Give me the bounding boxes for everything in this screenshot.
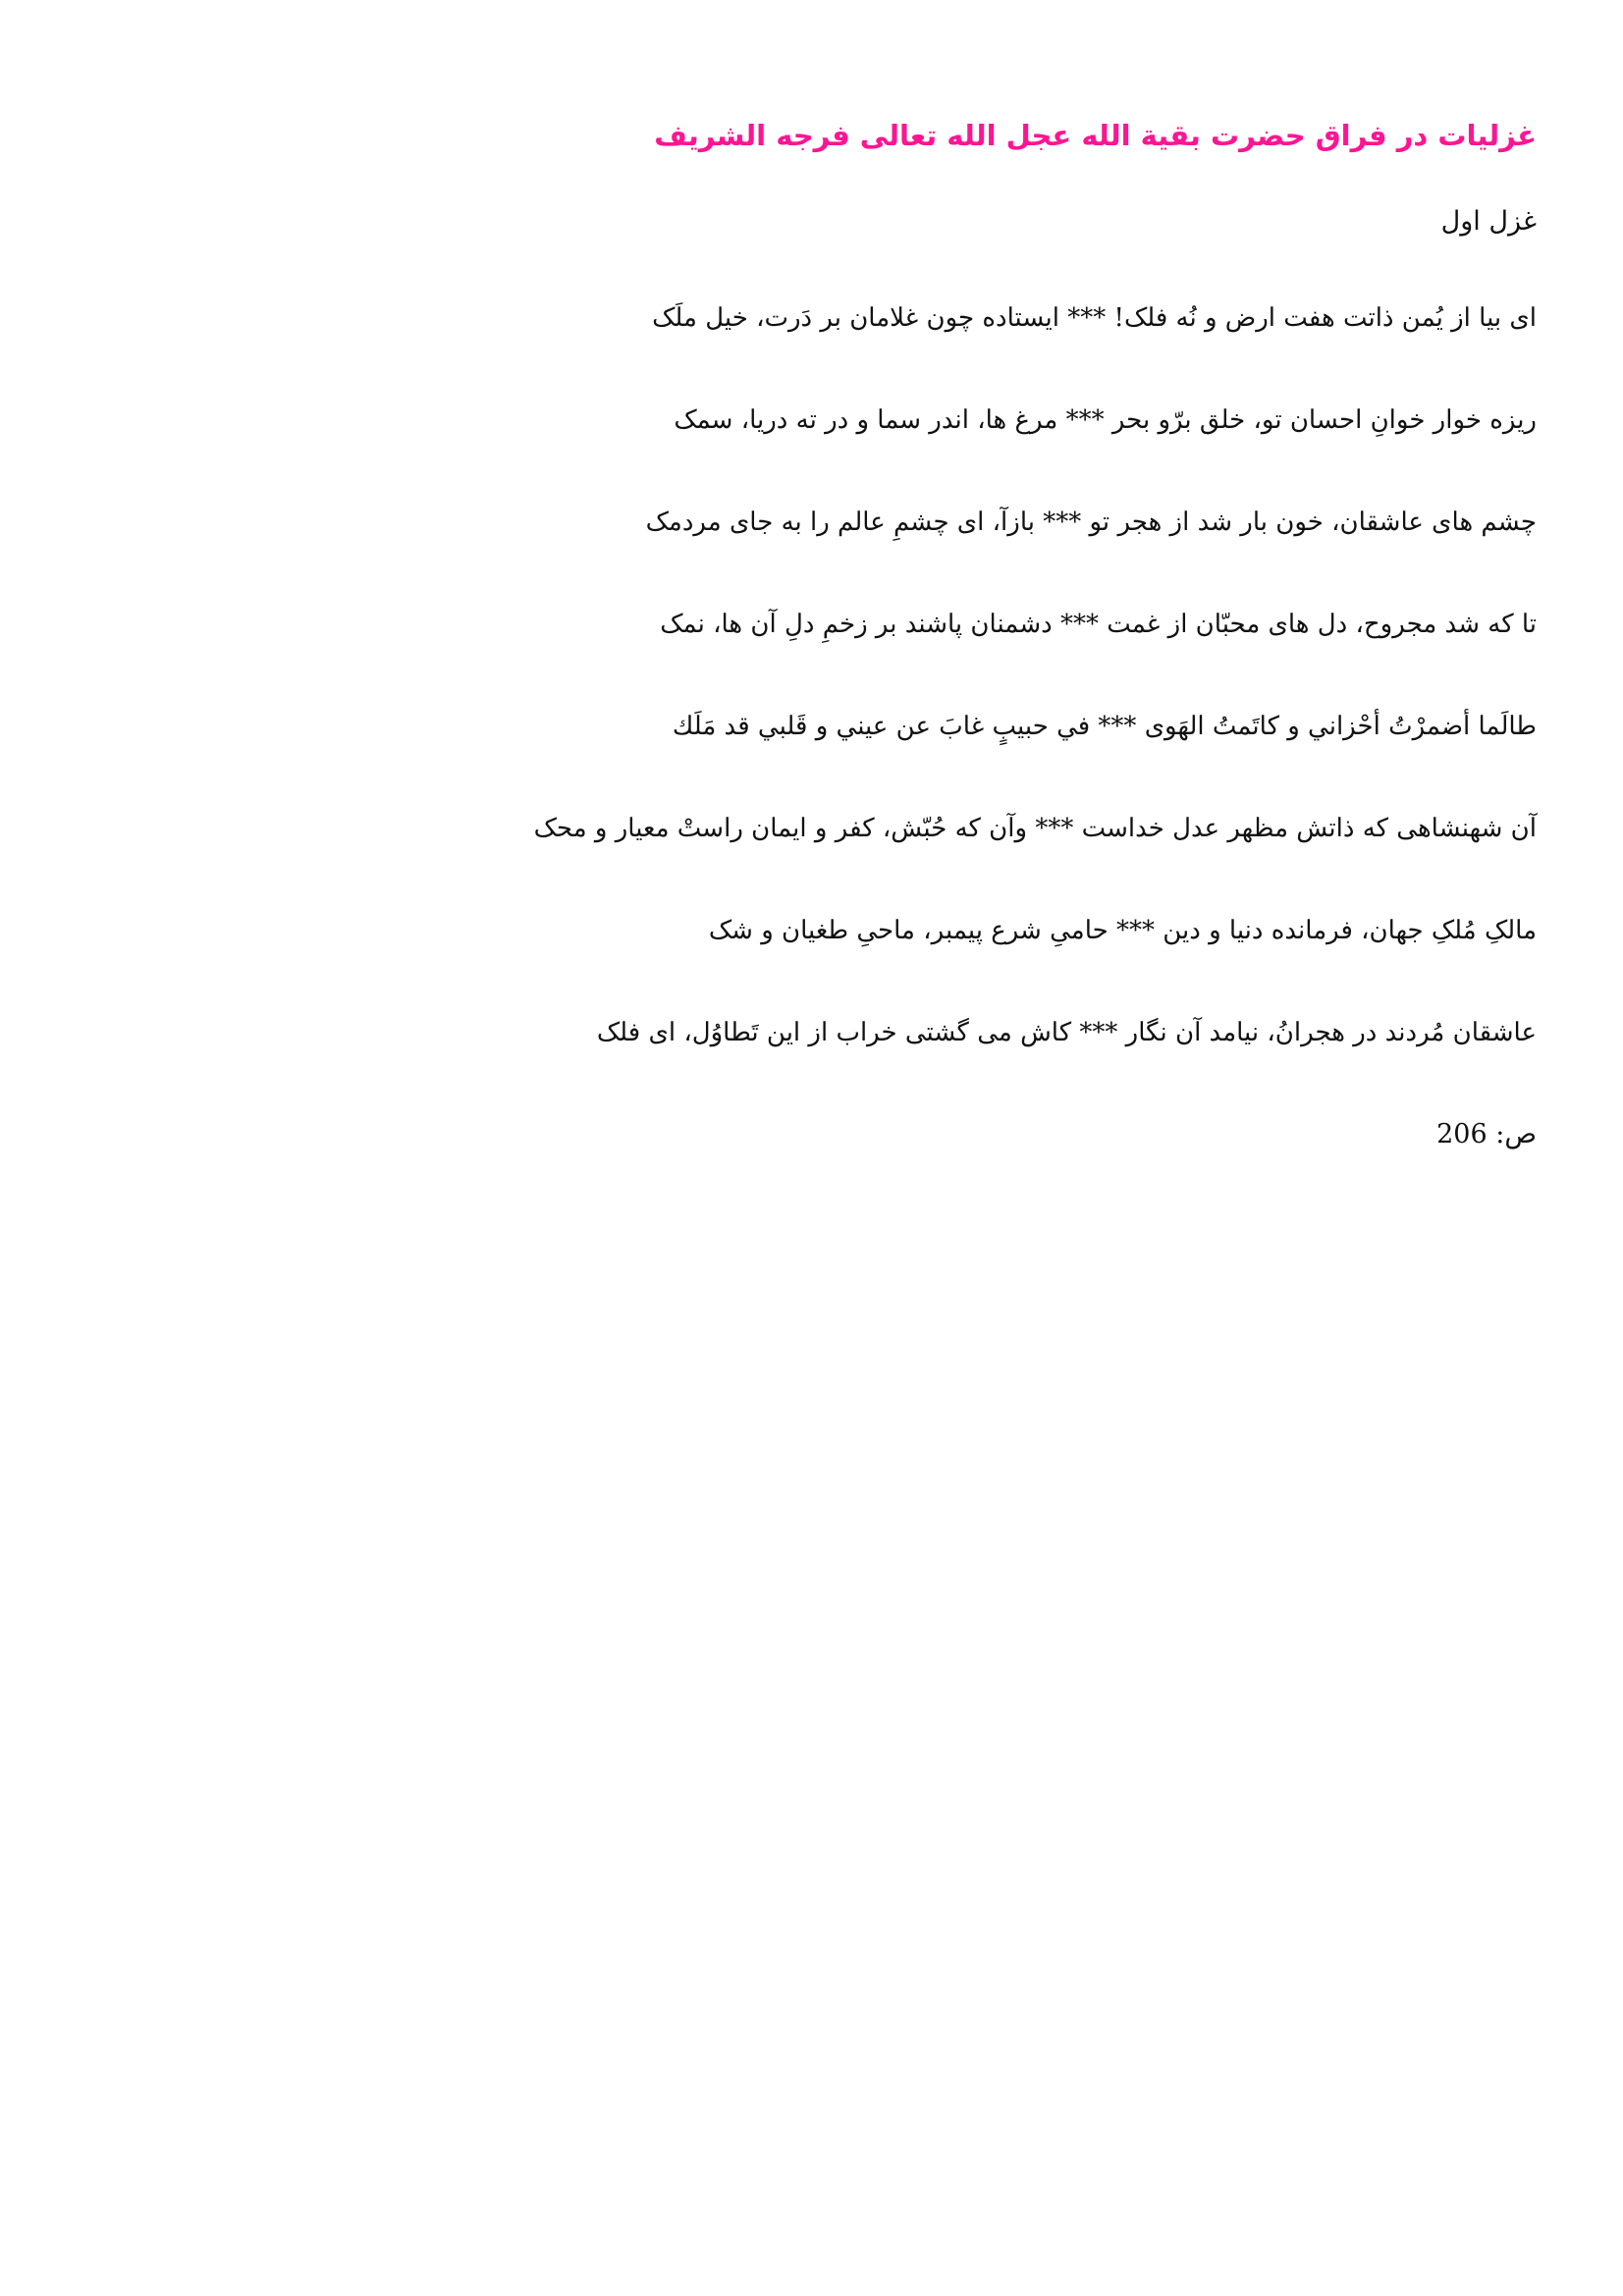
document-content bbox=[496, 116, 1537, 1152]
verse-line: طالَما أضمرْتُ أحْزاني و كاتَمتُ الهَوى *** في حبيبٍ غابَ عن عيني و قَلبي قد مَلَك bbox=[672, 712, 1537, 741]
poem-subtitle: غزل اول bbox=[1440, 206, 1537, 237]
verse-line: ریزه خوار خوانِ احسان تو، خلق برّو بحر *** مرغ ها، اندر سما و در ته دریا، سمک bbox=[674, 405, 1537, 435]
page-number: ص: 206 bbox=[1436, 1119, 1537, 1149]
verse-line: مالکِ مُلکِ جهان، فرمانده دنیا و دین *** حامیِ شرع پیمبر، ماحیِ طغیان و شک bbox=[708, 916, 1537, 945]
verse-line: چشم های عاشقان، خون بار شد از هجر تو *** بازآ، ای چشمِ عالم را به جای مردمک bbox=[645, 507, 1537, 537]
verse-line: آن شهنشاهی که ذاتش مظهر عدل خداست *** وآن که حُبّش، کفر و ایمان راستْ معیار و محک bbox=[533, 814, 1537, 843]
page-title: غزلیات در فراق حضرت بقیة الله عجل الله تعالی فرجه الشریف bbox=[654, 119, 1537, 152]
verse-line: عاشقان مُردند در هجرانُ، نیامد آن نگار *** کاش می گشتی خراب از این تَطاوُل، ای فلک bbox=[596, 1018, 1537, 1047]
verse-line: تا که شد مجروح، دل های محبّان از غمت *** دشمنان پاشند بر زخمِ دلِ آن ها، نمک bbox=[660, 610, 1537, 639]
verse-line: ای بیا از یُمن ذاتت هفت ارض و نُه فلک! *** ایستاده چون غلامان بر دَرت، خیل ملَک bbox=[652, 303, 1537, 333]
